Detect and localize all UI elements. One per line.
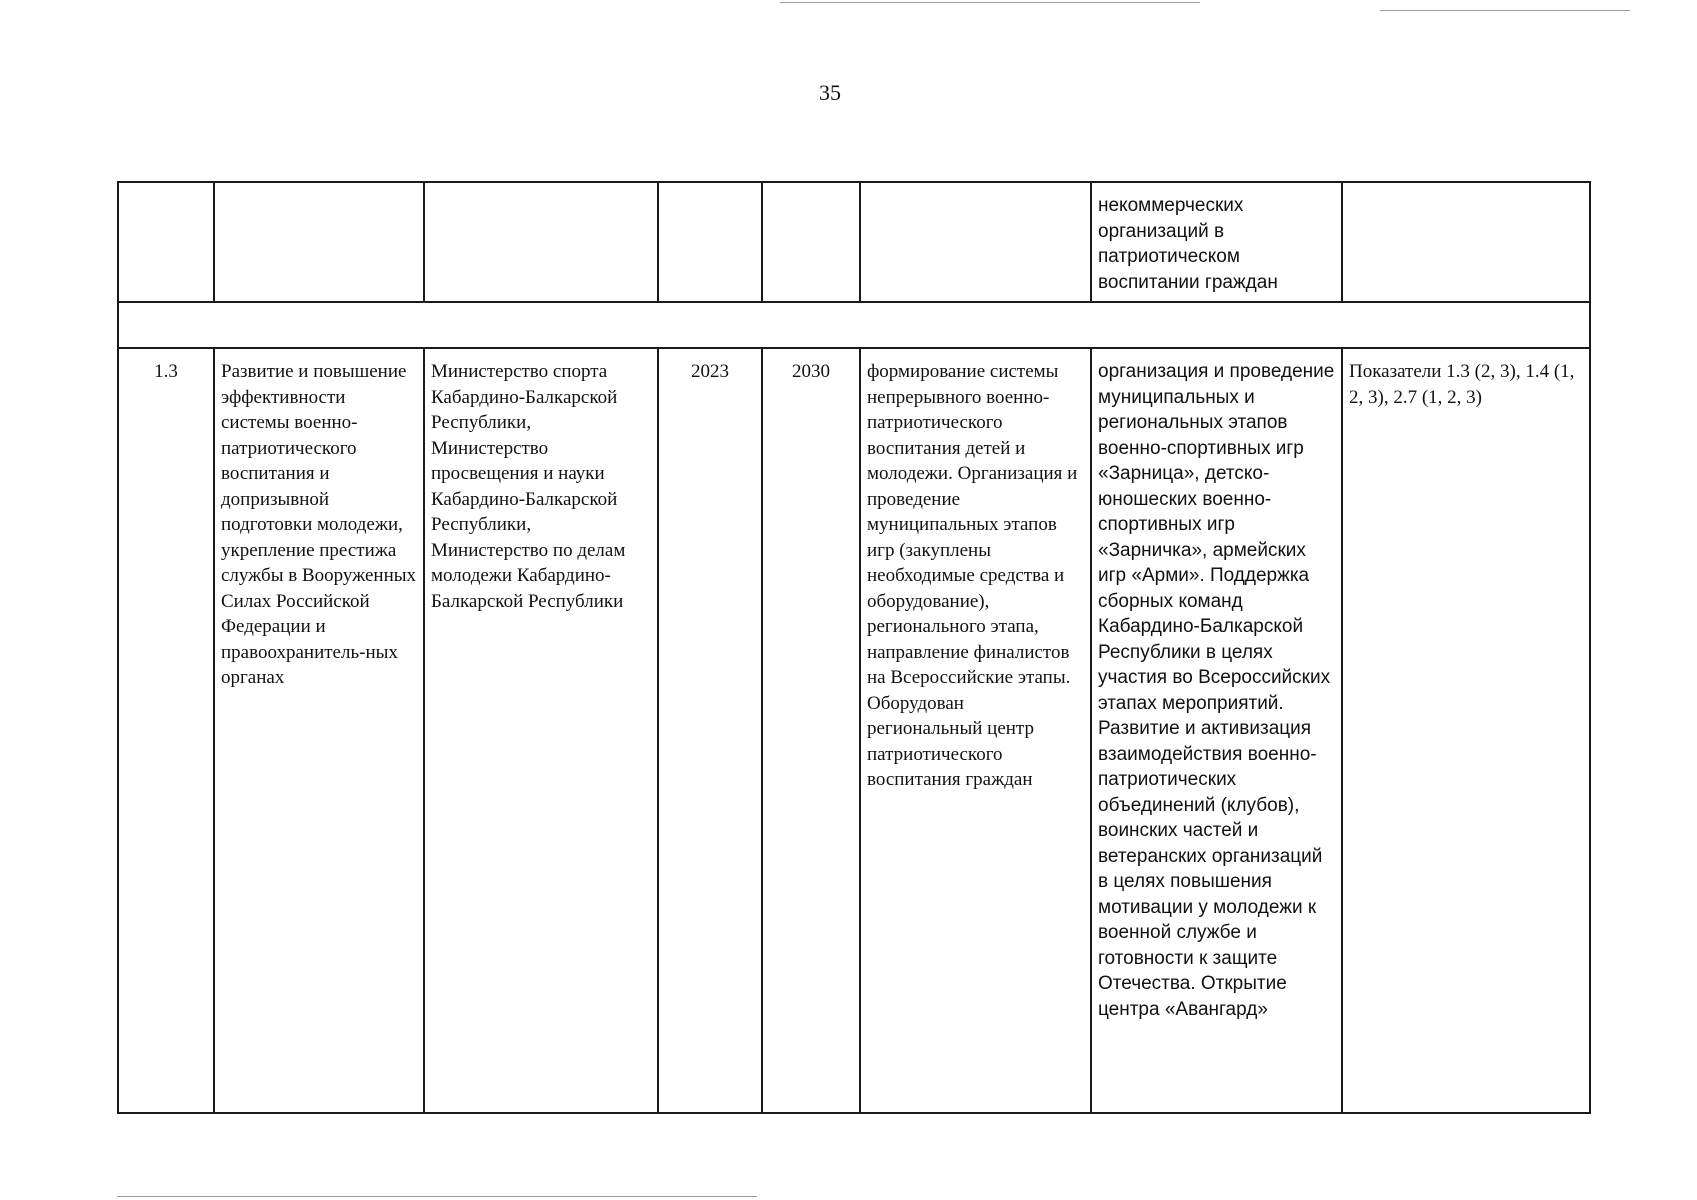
cell-empty xyxy=(658,182,762,302)
table-row-spacer xyxy=(118,302,1590,348)
cell-indicators: Показатели 1.3 (2, 3), 1.4 (1, 2, 3), 2.7 (1, 2, 3) xyxy=(1342,348,1590,1113)
cell-empty xyxy=(424,182,658,302)
cell-executor: Министерство спорта Кабардино-Балкарской Республики, Министерство просвещения и науки Кабардино-Балкарской Республики, Министерство по делам молодежи Кабардино-Балкарской Республики xyxy=(424,348,658,1113)
cell-measures: организация и проведение муниципальных и региональных этапов военно-спортивных игр «Зарница», детско-юношеских военно-спортивных игр «Зарничка», армейских игр «Арми». Поддержка сборных команд Кабардино-Балкарской Республики в целях участия во Всероссийских этапах мероприятий. Развитие и активизация взаимодействия военно-патриотических объединений (клубов), воинских частей и ветеранских организаций в целях повышения мотивации у молодежи к военной службе и готовности к защите Отечества. Открытие центра «Авангард» xyxy=(1091,348,1342,1113)
cell-expected-result: формирование системы непрерывного военно-патриотического воспитания детей и молодежи. Организация и проведение муниципальных этапов игр (закуплены необходимые средства и оборудование), регионального этапа, направление финалистов на Всероссийские этапы. Оборудован региональный центр патриотического воспитания граждан xyxy=(860,348,1091,1113)
cell-empty xyxy=(214,182,424,302)
cell-empty xyxy=(118,182,214,302)
cell-event-name: Развитие и повышение эффективности системы военно-патриотического воспитания и допризывной подготовки молодежи, укрепление престижа службы в Вооруженных Силах Российской Федерации и правоохранитель-ных органах xyxy=(214,348,424,1113)
program-table xyxy=(117,181,1591,1114)
table-row-continued xyxy=(118,182,1590,302)
cell-empty xyxy=(860,182,1091,302)
scan-artifact-bottom xyxy=(117,1196,757,1197)
table-row xyxy=(118,348,1590,1113)
cell-end-year: 2030 xyxy=(762,348,860,1113)
cell-spacer xyxy=(118,302,1590,348)
cell-empty xyxy=(1342,182,1590,302)
cell-number: 1.3 xyxy=(118,348,214,1113)
cell-start-year: 2023 xyxy=(658,348,762,1113)
page-number: 35 xyxy=(819,80,841,105)
scan-artifact-top-right xyxy=(1380,10,1630,11)
scan-artifact-top xyxy=(780,2,1200,3)
cell-empty xyxy=(762,182,860,302)
cell-continued-measures: некоммерческих организаций в патриотическом воспитании граждан xyxy=(1091,182,1342,302)
